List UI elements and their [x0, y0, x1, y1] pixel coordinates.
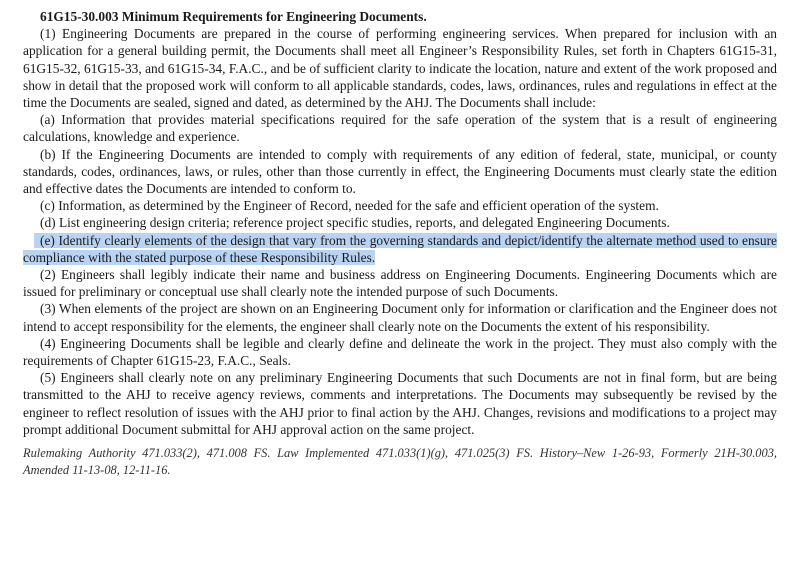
- paragraph-5: (5) Engineers shall clearly note on any preliminary Engineering Documents that such Documents are not in final form, but are being transmitted to the AHJ to receive agency reviews, comments and interpretations. The Documents may subsequently be revised by the engineer to reflect resolution of issues with the AHJ prior to final action by the AHJ. Changes, revisions and modifications to a project may prompt additional Document submittal for AHJ approval action on the same project.: [23, 370, 777, 437]
- text-selection-highlight[interactable]: (e) Identify clearly elements of the design that vary from the governing standards and depict/identify the alternate method used to ensure compliance with the stated purpose of these Responsibility Rules.: [23, 232, 777, 265]
- rulemaking-citation: Rulemaking Authority 471.033(2), 471.008 FS. Law Implemented 471.033(1)(g), 471.025(3) FS. History–New 1-26-93, Formerly 21H-30.003, Amended 11-13-08, 12-11-16.: [23, 446, 777, 478]
- paragraph-3: (3) When elements of the project are shown on an Engineering Document only for information or clarification and the Engineer does not intend to accept responsibility for the elements, the engineer shall clearly note on the Documents the extent of his responsibility.: [23, 301, 777, 334]
- paragraph-4: (4) Engineering Documents shall be legible and clearly define and delineate the work in the project. They must also comply with the requirements of Chapter 61G15-23, F.A.C., Seals.: [23, 335, 777, 369]
- paragraph-1e-highlighted[interactable]: [23, 232, 777, 266]
- document-page: [23, 8, 777, 479]
- paragraph-1a: (a) Information that provides material specifications required for the safe operation of the system that is a result of engineering calculations, knowledge and experience.: [23, 112, 777, 145]
- paragraph-1c: (c) Information, as determined by the Engineer of Record, needed for the safe and efficient operation of the system.: [40, 198, 659, 214]
- paragraph-1b: (b) If the Engineering Documents are intended to comply with requirements of any edition of federal, state, municipal, or county standards, codes, ordinances, laws, or rules, other than those currently in effect, the Engineering Documents must clearly state the edition and effective dates the Documents are intended to conform to.: [23, 146, 777, 197]
- paragraph-2: (2) Engineers shall legibly indicate their name and business address on Engineering Documents. Engineering Documents which are issued for preliminary or conceptual use shall clearly note the intended purpose of such Documents.: [23, 267, 777, 300]
- paragraph-1: (1) Engineering Documents are prepared in the course of performing engineering services. When prepared for inclusion with an application for a general building permit, the Documents shall meet all Engineer’s Responsibility Rules, set forth in Chapters 61G15-31, 61G15-32, 61G15-33, and 61G15-34, F.A.C., and be of sufficient clarity to indicate the location, nature and extent of the work proposed and show in detail that the proposed work will conform to all applicable standards, codes, laws, ordinances, rules and regulations in effect at the time the Documents are sealed, signed and dated, as determined by the AHJ. The Documents shall include:: [23, 26, 777, 111]
- paragraph-1d: (d) List engineering design criteria; reference project specific studies, reports, and delegated Engineering Documents.: [40, 215, 670, 231]
- rule-title: 61G15-30.003 Minimum Requirements for Engineering Documents.: [40, 9, 427, 24]
